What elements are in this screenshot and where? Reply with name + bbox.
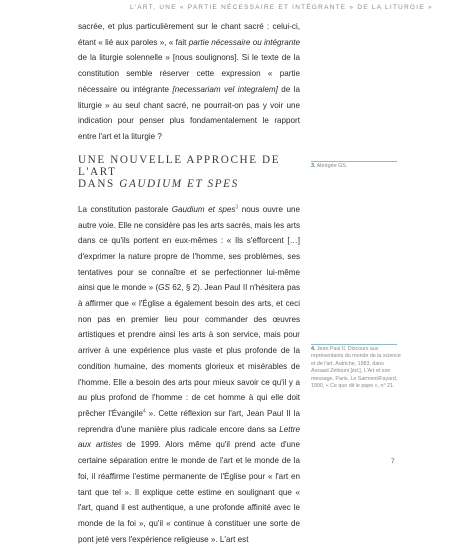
paragraph-2-italic-g: Lettre aux artistes [78,424,300,450]
paragraph-2-text-f: ». Cette réflexion sur l'art, Jean Paul II la reprendra d'une manière plus radicale encore dans sa [78,408,300,434]
page-number: 7 [391,458,395,465]
sidenote-3-rule [311,161,397,162]
sidenote-3-text: Abrégée GS. [316,163,348,169]
main-text-column [78,19,300,547]
sidenote-4 [311,346,401,390]
footnote-ref-4[interactable]: 4 [142,408,146,415]
section-title-italic: GAUDIUM ET SPES [119,178,239,191]
paragraph-2-text-h: de 1999. Alors même qu'il prend acte d'une certaine séparation entre le monde de l'art et le monde de la foi, il réaffirme l'estime permanente de l'Église pour « l'art en tant que tel ». Il explique cette estime en soulignant que « l'art, quand il est authentique, a une profonde affinité avec le monde de la foi », qu'il « continue à constituer une sorte de pont jeté vers l'expérience religieuse ». L'art est [78,440,301,544]
paragraph-1-text-e: de la liturgie » au seul chant sacré, ne pourrait-on pas y voir une indication pour penser plus fondamentalement le rapport entre l'art et la liturgie ? [78,84,301,141]
section-title-line-2 [78,178,300,190]
paragraph-2-italic-b: Gaudium et spes [171,204,236,214]
sidenote-4-rule [311,344,397,345]
paragraph-1-italic-d: [necessariam vel integralem] [172,84,278,94]
paragraph-1-text-a: sacrée, et plus particulièrement sur le chant sacré : celui-ci, étant « lié aux paroles », « fait [78,22,300,47]
paragraph-2-text-e: 62, § 2). Jean Paul II n'hésitera pas à affirmer que « l'Église a également besoin des arts, et ceci non pas en premier lieu pour commander des œuvres artistiques et prendre ainsi les arts à son service, mais pour arriver à une expérience plus vaste et plus profonde de la condition humaine, des moments glorieux et misérables de l'homme. Elle a besoin des arts pour mieux savoir ce qu'il y a au plus profond de l'homme : de cet homme à qui elle doit prêcher l'Évangile [78,283,301,418]
sidenote-3 [311,163,401,170]
sidenote-4-text: Jean Paul II, Discours aux représentants du monde de la science et de l'art, Autriche, 1983, dans Assaad Zeitouni [éd.], L'Art et son message, Paris, Le Sarment/Fayard, 1990, « Ce que dit le pape », n° 21. [311,346,401,390]
paragraph-2-text-a: La constitution pastorale [78,204,172,214]
sidenote-4-number: 4. [311,346,316,352]
section-title-prefix: DANS [78,178,120,191]
section-title [78,154,300,191]
section-title-line-1: UNE NOUVELLE APPROCHE DE L'ART [78,153,281,179]
paragraph-2-italic-d: GS [158,283,170,293]
paragraph-1 [78,19,300,145]
paragraph-2 [78,202,300,547]
paragraph-1-text-c: de la liturgie solennelle » [nous soulignons]. Si le texte de la constitution semble réserver cette expression « partie nécessaire ou intégrante [78,53,300,94]
sidenote-3-number: 3. [311,163,316,169]
paragraph-2-text-c: nous ouvre une autre voie. Elle ne considère pas les arts sacrés, mais les arts dans ce qu'ils portent en eux-mêmes : « Ils s'efforcent […] d'exprimer la nature propre de l'homme, ses problèmes, ses tentatives pour se connaître et se perfectionner lui-même ainsi que le monde » ( [78,204,300,293]
footnote-ref-3[interactable]: 3 [235,204,239,211]
running-head: L'ART, UNE « PARTIE NÉCESSAIRE ET INTÉGRANTE » DE LA LITURGIE » [130,4,433,11]
paragraph-1-italic-b: partie nécessaire ou intégrante [188,37,301,47]
